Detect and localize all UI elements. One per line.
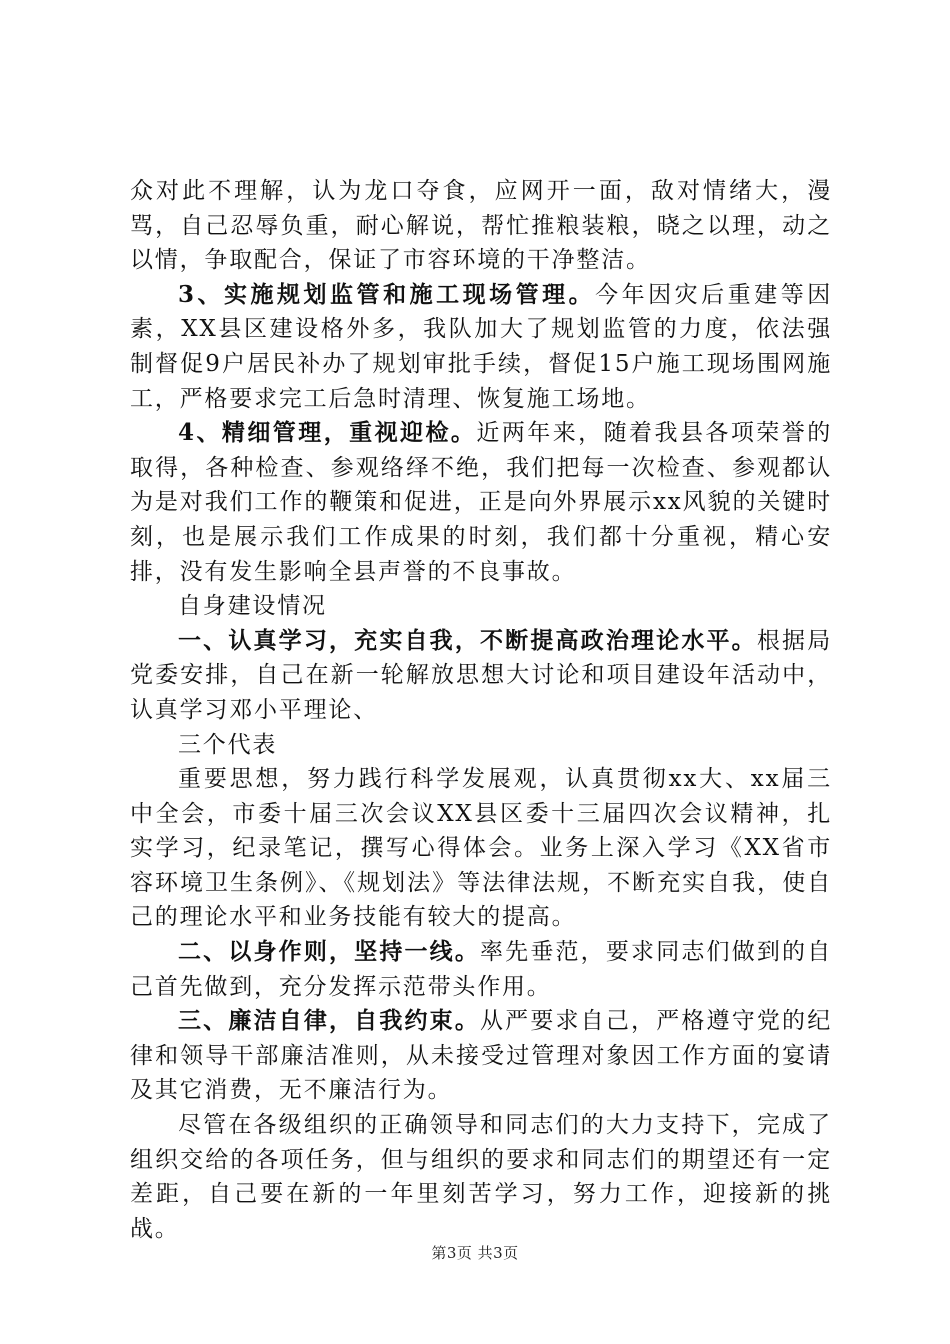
paragraph-10 — [130, 1108, 832, 1246]
paragraph-10-text: 尽管在各级组织的正确领导和同志们的大力支持下，完成了组织交给的各项任务，但与组织的要求和同志们的期望还有一定差距，自己要在新的一年里刻苦学习，努力工作，迎接新的挑战。 — [130, 1112, 832, 1242]
document-body — [130, 174, 832, 1246]
paragraph-2-text: 今年因灾后重建等因素，XX县区建设格外多，我队加大了规划监管的力度，依法强制督促9户居民补办了规划审批手续，督促15户施工现场围网施工，严格要求完工后急时清理、恢复施工场地。 — [130, 281, 833, 412]
paragraph-5-heading: 一、认真学习，充实自我，不断提高政治理论水平。 — [178, 626, 757, 654]
paragraph-8 — [130, 935, 832, 1004]
paragraph-8-text: 率先垂范，要求同志们做到的自己首先做到，充分发挥示范带头作用。 — [130, 939, 832, 1000]
paragraph-3 — [130, 416, 832, 589]
paragraph-2-heading: 3、实施规划监管和施工现场管理。 — [178, 280, 596, 308]
paragraph-9-heading: 三、廉洁自律，自我约束。 — [178, 1007, 481, 1035]
paragraph-5-text: 根据局党委安排，自己在新一轮解放思想大讨论和项目建设年活动中，认真学习邓小平理论、 — [130, 627, 832, 723]
paragraph-1 — [130, 174, 832, 278]
paragraph-7 — [130, 762, 832, 935]
paragraph-6-text: 三个代表 — [178, 731, 278, 758]
section-heading-text: 自身建设情况 — [178, 593, 327, 620]
page-footer — [0, 1242, 950, 1263]
paragraph-5 — [130, 624, 832, 728]
paragraph-2 — [130, 278, 832, 416]
paragraph-3-heading: 4、精细管理，重视迎检。 — [178, 419, 477, 447]
section-heading — [130, 589, 832, 624]
paragraph-6 — [130, 728, 832, 763]
paragraph-7-text: 重要思想，努力践行科学发展观，认真贯彻xx大、xx届三中全会，市委十届三次会议XX县区委十三届四次会议精神，扎实学习，纪录笔记，撰写心得体会。业务上深入学习《XX省市容环境卫生条例》、《规划法》等法律法规，不断充实自我，使自己的理论水平和业务技能有较大的提高。 — [130, 766, 832, 931]
paragraph-9-text: 从严要求自己，严格遵守党的纪律和领导干部廉洁准则，从未接受过管理对象因工作方面的宴请及其它消费，无不廉洁行为。 — [130, 1008, 832, 1104]
paragraph-8-heading: 二、以身作则，坚持一线。 — [178, 938, 481, 966]
page-number: 第3页 共3页 — [431, 1244, 519, 1262]
paragraph-9 — [130, 1004, 832, 1108]
paragraph-3-text: 近两年来，随着我县各项荣誉的取得，各种检查、参观络绎不绝，我们把每一次检查、参观都认为是对我们工作的鞭策和促进，正是向外界展示xx风貌的关键时刻，也是展示我们工作成果的时刻，我们都十分重视，精心安排，没有发生影响全县声誉的不良事故。 — [130, 420, 832, 585]
paragraph-1-text: 众对此不理解，认为龙口夺食，应网开一面，敌对情绪大，漫骂，自己忍辱负重，耐心解说，帮忙推粮装粮，晓之以理，动之以情，争取配合，保证了市容环境的干净整洁。 — [130, 178, 832, 274]
